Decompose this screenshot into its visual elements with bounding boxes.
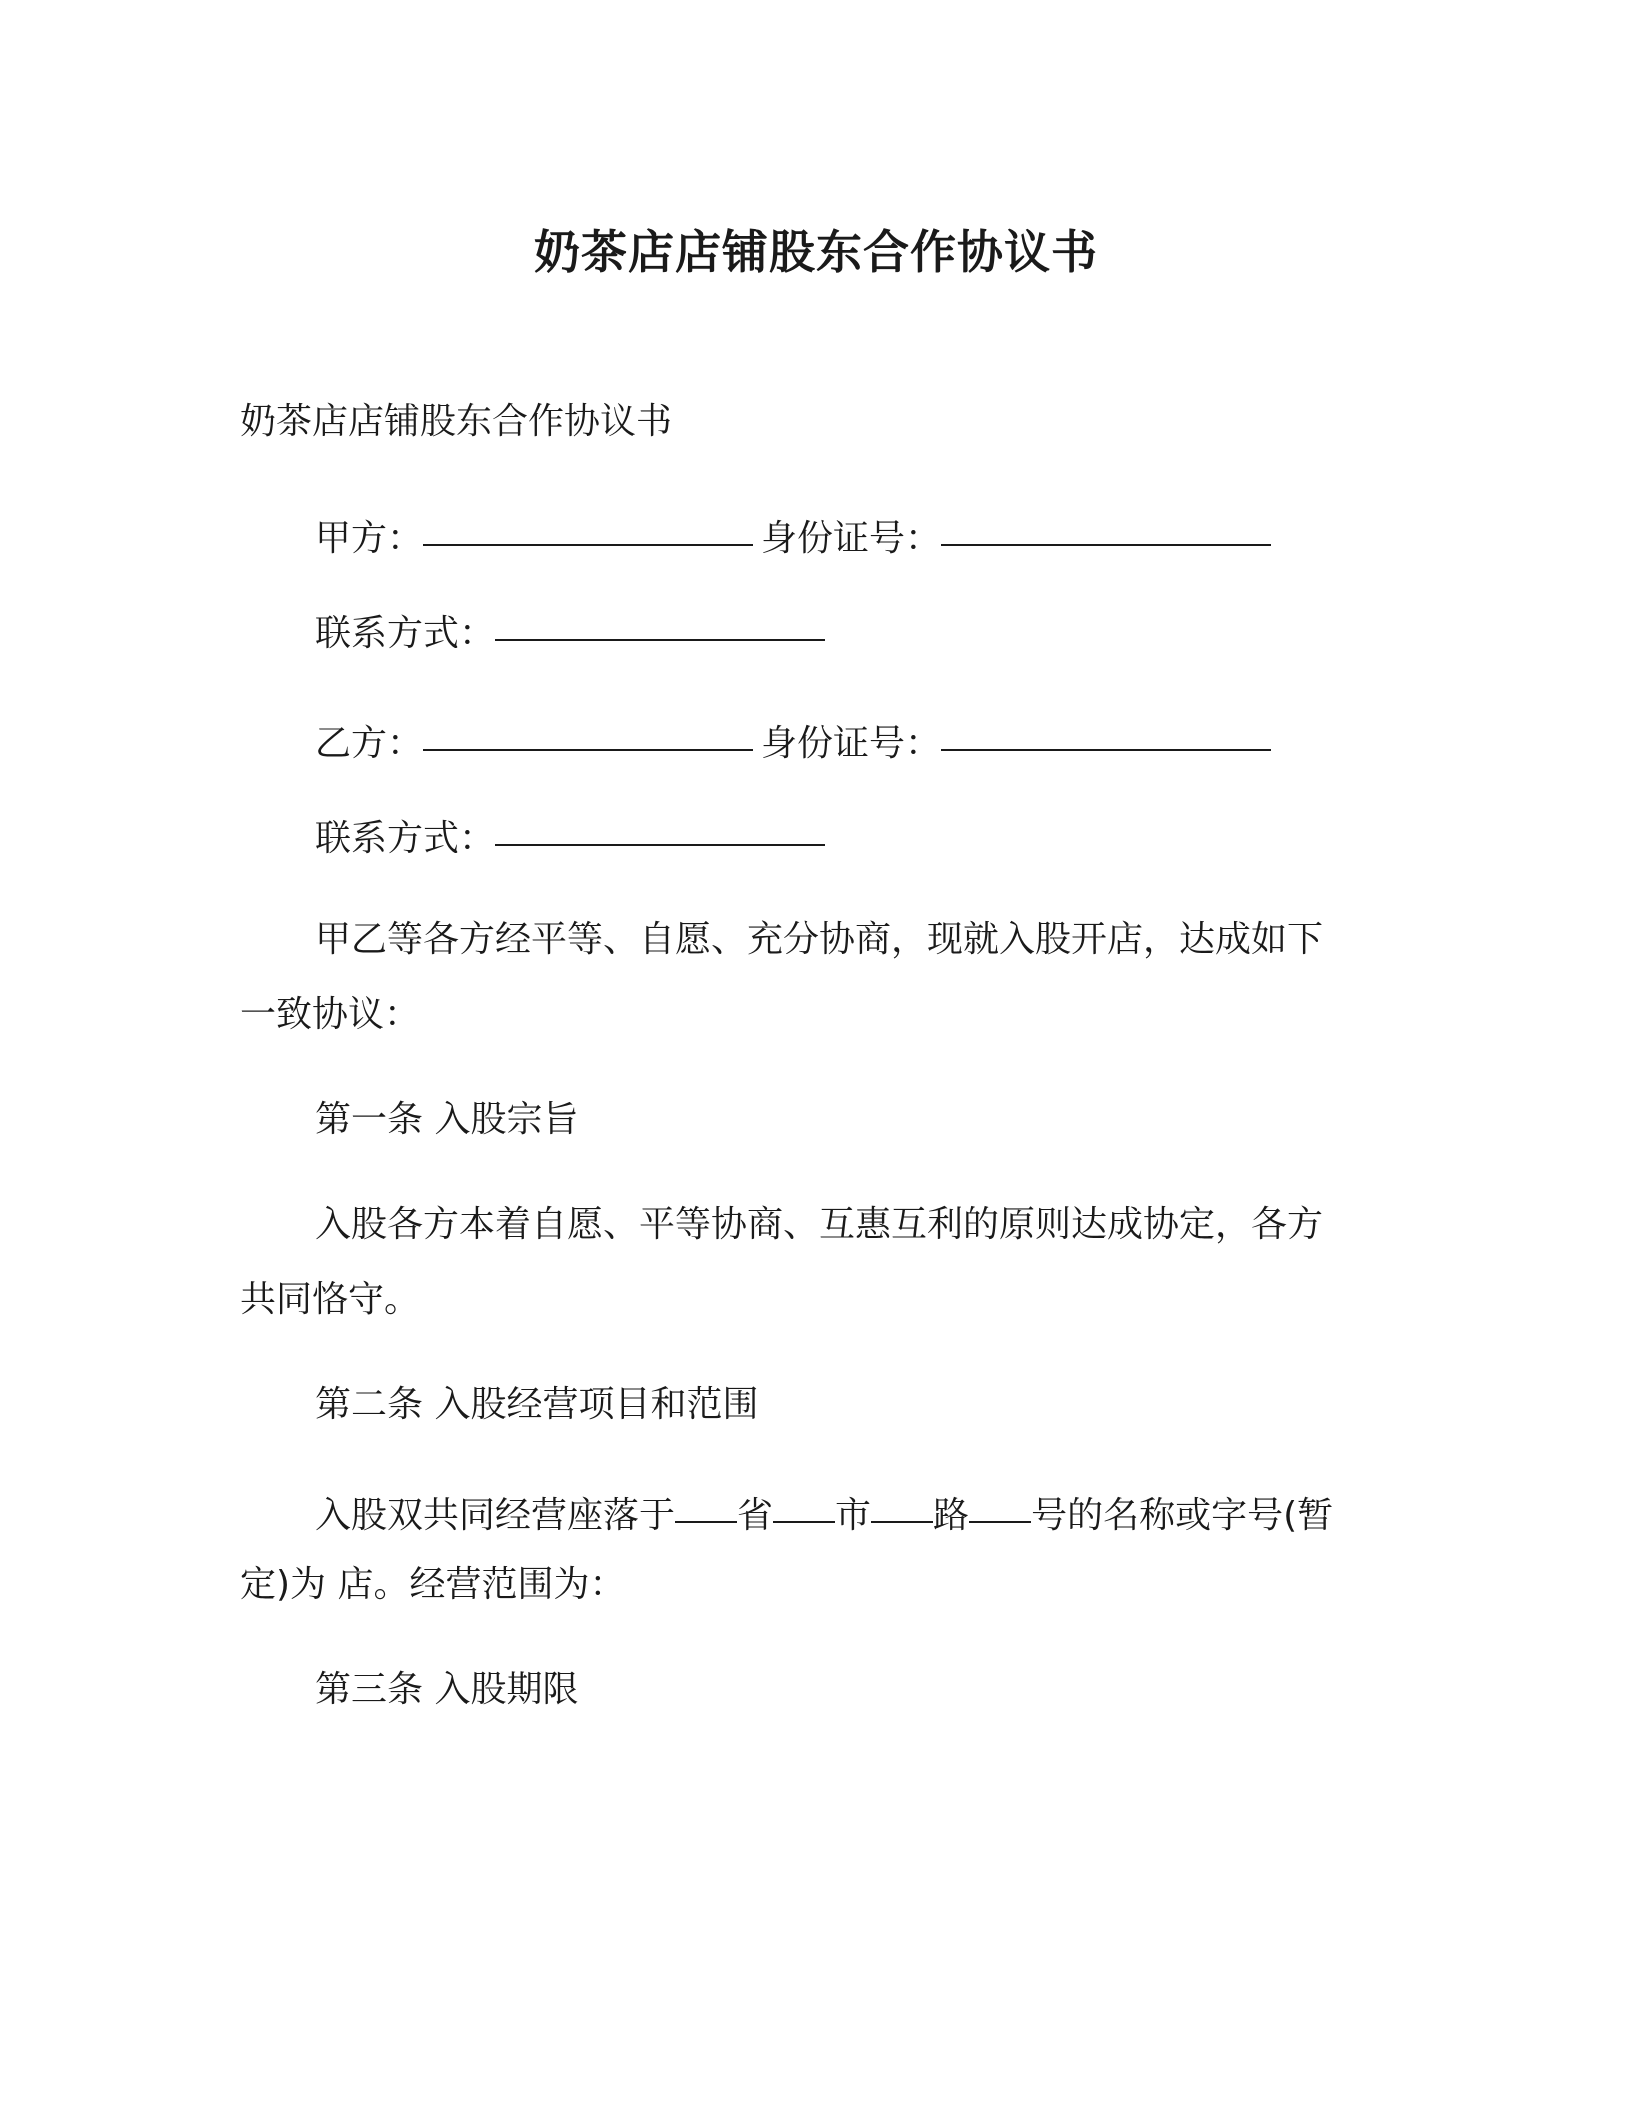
party-a-id-blank bbox=[941, 504, 1271, 546]
province-blank bbox=[675, 1481, 737, 1523]
party-a-label: 甲方： bbox=[315, 518, 424, 559]
article-2-line-2: 定)为 店。经营范围为： bbox=[240, 1564, 626, 1605]
province-label: 省 bbox=[737, 1495, 774, 1536]
city-blank bbox=[773, 1481, 835, 1523]
party-b-label: 乙方： bbox=[315, 723, 424, 764]
party-b-contact-blank bbox=[495, 804, 825, 846]
party-a-line bbox=[315, 508, 1279, 564]
road-label: 路 bbox=[933, 1495, 970, 1536]
party-b-contact-label: 联系方式： bbox=[315, 818, 496, 859]
article-1-line-2: 共同恪守。 bbox=[240, 1279, 421, 1320]
party-b-name-blank bbox=[423, 709, 753, 751]
party-b-contact-line bbox=[315, 808, 833, 864]
document-subtitle: 奶茶店店铺股东合作协议书 bbox=[240, 401, 673, 442]
party-a-contact-label: 联系方式： bbox=[315, 613, 496, 654]
intro-line-1: 甲乙等各方经平等、自愿、充分协商，现就入股开店，达成如下 bbox=[315, 919, 1324, 960]
article-1-heading: 第一条 入股宗旨 bbox=[315, 1099, 579, 1140]
article-2-heading: 第二条 入股经营项目和范围 bbox=[315, 1384, 759, 1425]
party-a-id-label: 身份证号： bbox=[761, 518, 942, 559]
article-2-line-1 bbox=[315, 1485, 1333, 1541]
city-label: 市 bbox=[835, 1495, 872, 1536]
article-1-line-1: 入股各方本着自愿、平等协商、互惠互利的原则达成协定，各方 bbox=[315, 1204, 1324, 1245]
article-3-heading: 第三条 入股期限 bbox=[315, 1669, 579, 1710]
party-a-name-blank bbox=[423, 504, 753, 546]
party-b-id-blank bbox=[941, 709, 1271, 751]
article-2-suffix: 号的名称或字号(暂 bbox=[1031, 1495, 1334, 1536]
party-a-contact-blank bbox=[495, 599, 825, 641]
number-blank bbox=[969, 1481, 1031, 1523]
article-2-prefix: 入股双共同经营座落于 bbox=[315, 1495, 676, 1536]
document-title: 奶茶店店铺股东合作协议书 bbox=[534, 225, 1098, 279]
intro-line-2: 一致协议： bbox=[240, 994, 421, 1035]
party-b-line bbox=[315, 713, 1279, 769]
party-a-contact-line bbox=[315, 603, 833, 659]
road-blank bbox=[871, 1481, 933, 1523]
party-b-id-label: 身份证号： bbox=[761, 723, 942, 764]
